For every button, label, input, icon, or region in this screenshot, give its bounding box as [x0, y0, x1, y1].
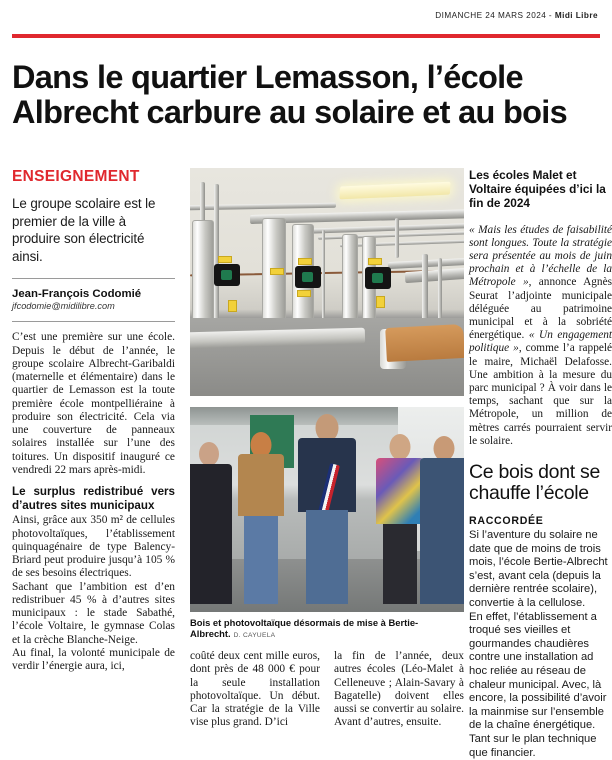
label-tag: [376, 296, 385, 308]
masthead: [12, 0, 600, 30]
label-tag: [218, 256, 232, 263]
person-figure: [376, 428, 424, 604]
column-left-body: [12, 331, 175, 673]
column-left: [12, 168, 175, 698]
photo-caption-text: Bois et photovoltaïque désormais de mise à Bertie-Albrecht.: [190, 617, 419, 639]
person-figure: [190, 432, 232, 604]
masthead-date-line: [435, 11, 598, 20]
column-center-left-text: [190, 650, 320, 730]
article-columns: [12, 168, 612, 759]
quote-part-2: « Un engagement politique »: [469, 329, 612, 355]
person-torso: [190, 464, 232, 604]
pipe-vertical: [395, 218, 399, 258]
person-head: [199, 442, 219, 466]
quote-attrib-2: , comme l’a rappelé le maire, Michaël Delafosse. Une ambition à la mesure du parc municipal ? À voir dans le temps, sachant que sur la Métropole, un million de mètres carrés pourraient servir le solaire.: [469, 342, 612, 447]
wooden-table: [385, 324, 464, 362]
label-tag: [298, 258, 312, 265]
page-title: Dans le quartier Lemasson, l’école Albrecht carbure au solaire et au bois: [12, 59, 567, 130]
byline-divider-top: [12, 278, 175, 279]
sidebar-paragraph-1: Si l’aventure du solaire ne date que de moins de trois mois, l’école Bertie-Albrecht s’est, avant cela (depuis la dernière rentrée scolaire), convertie à la cellulose.: [469, 529, 608, 610]
person-legs: [306, 510, 348, 604]
column-center-right-text: [334, 650, 464, 730]
sidebar-quote-block: [469, 224, 612, 448]
paragraph-intro: C’est une première sur une école. Depuis le début de l’année, le groupe scolaire Albrecht-Garibaldi (maternelle et élémentaire) dans le quartier de Lemasson est la toute première école montpelliéraine à produire son électricité. Cela via une couverture de panneaux solaires installée sur l’une des toitures. Un dispositif inauguré ce vendredi 22 mars après-midi.: [12, 331, 175, 476]
column-center: [190, 168, 464, 729]
photo-inauguration-group: [190, 407, 464, 612]
label-tag: [297, 290, 311, 297]
column-center-body: [190, 650, 464, 730]
byline-divider-bottom: [12, 321, 175, 322]
section-kicker: ENSEIGNEMENT: [12, 168, 140, 185]
photo-caption: [190, 617, 464, 641]
person-mayor: [298, 414, 356, 604]
byline-email: jfcodomie@midilibre.com: [12, 301, 115, 312]
photo-credit: D. CAYUELA: [233, 632, 276, 639]
person-legs: [383, 524, 418, 604]
publication-date: DIMANCHE 24 MARS 2024 -: [435, 10, 555, 20]
person-torso-denim: [420, 458, 464, 604]
sidebar-tag-raccordee: RACCORDÉE: [469, 515, 544, 528]
paragraph-2: Sachant que l’ambition est d’en redistribuer 45 % à d’autres sites municipaux : le stade Sabathé, l’école Voltaire, le gymnase Colas et la crèche Blanche-Neige.: [12, 580, 175, 646]
paragraph-3: Au final, la volonté municipale de verdir l’énergie aura, ici,: [12, 646, 175, 673]
standfirst: Le groupe scolaire est le premier de la ville à produire son électricité ainsi.: [12, 196, 156, 264]
circulation-pump: [365, 267, 391, 289]
paragraph-1: Ainsi, grâce aux 350 m² de cellules photovoltaïques, l’établissement quinquagénaire de type Balency-Briard peut produire jusqu’à 105 % de ses besoins électriques.: [12, 514, 175, 580]
circulation-pump: [214, 264, 240, 286]
paragraph-center-right: la fin de l’année, deux autres écoles (Léo-Malet à Celleneuve ; Alain-Savary à Bagatelle) doivent elles aussi se convertir au solaire. Avant d’autres, ensuite.: [334, 650, 464, 729]
quote-part-1: « Mais les études de faisabilité sont longues. Toute la stratégie sera présentée au mois de juin prochain et à l’échelle de la Métropole »: [469, 223, 612, 289]
subheading-surplus: Le surplus redistribué vers d’autres sites municipaux: [12, 485, 175, 512]
quote-attrib-1: , annonce Agnès Seurat l’adjointe municipale déléguée au patrimoine municipal et à la sobriété énergétique.: [469, 276, 612, 342]
column-right: [469, 168, 612, 759]
person-figure: [238, 426, 284, 604]
sidebar-heading: Les écoles Malet et Voltaire équipées d’ici la fin de 2024: [469, 168, 606, 211]
sidebar-paragraph-2: En effet, l’établissement a troqué ses vieilles et gourmandes chaudières contre une installation ad hoc reliée au réseau de chaleur municipal. Avec, là encore, la possibilité d’avoir la mainmise sur l’ensemble de la chaîne énergétique. Tant sur le plan technique que financier.: [469, 610, 607, 759]
sidebar-quote-paragraph: [469, 224, 612, 448]
person-torso: [238, 454, 284, 516]
photo-boiler-room: [190, 168, 464, 396]
circulation-pump: [295, 266, 321, 288]
label-tag: [368, 258, 382, 265]
person-legs: [244, 516, 277, 604]
person-figure: [420, 422, 464, 604]
label-tag: [270, 268, 284, 275]
red-divider-rule: [12, 34, 600, 38]
person-torso-floral: [376, 458, 424, 524]
sidebar-body: [469, 529, 612, 760]
sidebar-section-title: Ce bois dont se chauffe l’école: [469, 461, 601, 505]
paragraph-center-left: coûté deux cent mille euros, dont près de 48 000 € pour la seule installation photovoltaïque. Un début. Car la stratégie de la Ville vise plus grand. D’ici: [190, 650, 320, 729]
person-head: [390, 434, 411, 460]
publication-brand: Midi Libre: [554, 10, 598, 20]
byline-author: Jean-François Codomié: [12, 288, 142, 301]
label-tag: [228, 300, 237, 312]
